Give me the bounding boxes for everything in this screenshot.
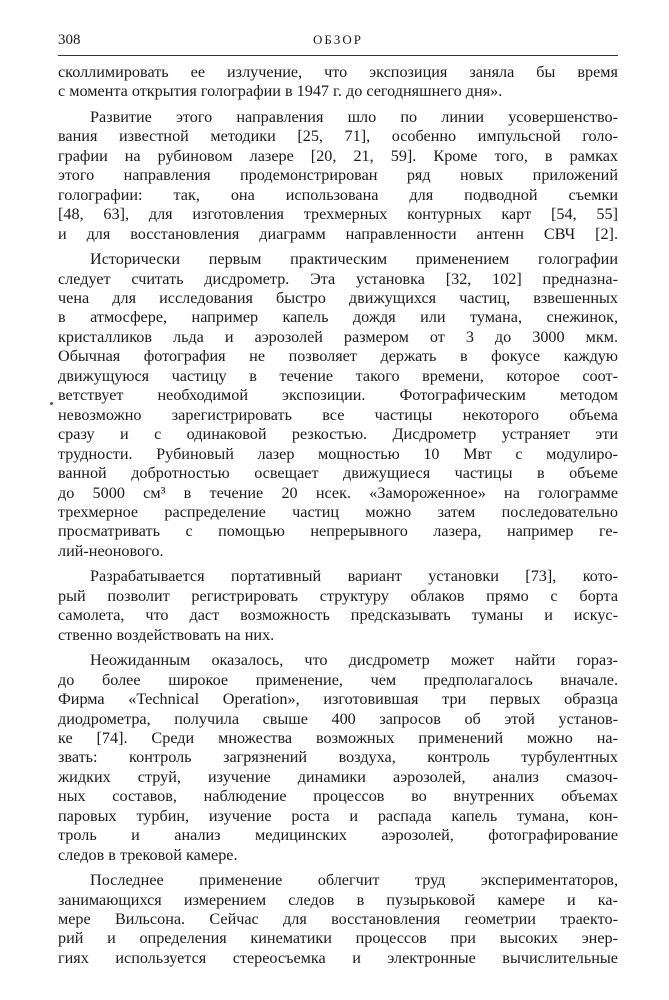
text-line: движущуюся частицу в течение такого времени, которое соот- [58, 366, 618, 385]
text-line: Обычная фотография не позволяет держать в фокусе каждую [58, 347, 618, 366]
text-line: паровых турбин, изучение роста и распада капель тумана, кон- [58, 806, 618, 825]
text-line: ветствует необходимой экспозиции. Фотографическим методом [58, 386, 618, 405]
text-line: ке [74]. Среди множества возможных применений можно на- [58, 728, 618, 747]
text-line: этого направления продемонстрирован ряд новых приложений [58, 166, 618, 185]
text-line: ственно воздействовать на них. [58, 625, 275, 644]
text-line: [48, 63], для изготовления трехмерных контурных карт [54, 55] [58, 205, 618, 224]
text-line: до более широкое применение, чем предполагалось вначале. [58, 670, 618, 689]
text-line: невозможно зарегистрировать все частицы некоторого объема [58, 405, 618, 424]
text-line: чена для исследования быстро движущихся частиц, взвешенных [58, 288, 618, 307]
text-line: занимающихся измерением следов в пузырьковой камере и ка- [58, 890, 618, 909]
paragraph-1 [58, 63, 618, 102]
running-title: ОБЗОР [313, 32, 363, 47]
text-line: Фирма «Technical Operation», изготовившая три первых образца [58, 690, 618, 709]
text-line: диодрометра, получила свыше 400 запросов об этой установ- [58, 709, 618, 728]
page-header [58, 32, 618, 54]
text-line: трудности. Рубиновый лазер мощностью 10 Мвт с модулиро- [58, 444, 618, 463]
text-line: звать: контроль загрязнений воздуха, контроль турбулентных [58, 748, 618, 767]
text-line: сразу и с одинаковой резкостью. Дисдрометр устраняет эти [58, 425, 618, 444]
text-line: Исторически первым практическим применением голографии [90, 250, 618, 269]
margin-speck [50, 402, 53, 405]
text-line: рий и определения кинематики процессов при высоких энер- [58, 929, 618, 948]
text-line: лий-неонового. [58, 541, 164, 560]
text-line: сколлимировать ее излучение, что экспозиция заняла бы время [58, 63, 618, 81]
text-line: вания известной методики [25, 71], особенно импульсной голо- [58, 127, 618, 146]
text-line: кристалликов льда и аэрозолей размером от 3 до 3000 мкм. [58, 327, 618, 346]
text-line: трехмерное распределение частиц можно затем последовательно [58, 502, 618, 521]
paragraph-3 [58, 250, 618, 561]
text-line: следует считать дисдрометр. Эта установка [32, 102] предназна- [58, 269, 618, 288]
text-line: Неожиданным оказалось, что дисдрометр может найти гораз- [90, 651, 618, 670]
paragraph-5 [58, 651, 618, 865]
text-line: ванной добротностью освещает движущиеся частицы в объеме [58, 464, 618, 483]
text-line: рый позволит регистрировать структуру облаков прямо с борта [58, 586, 618, 605]
text-line: Последнее применение облегчит труд экспериментаторов, [90, 871, 618, 890]
text-line: ных составов, наблюдение процессов во внутренних объемах [58, 787, 618, 806]
header-rule [58, 55, 618, 56]
text-line: с момента открытия голографии в 1947 г. до сегодняшнего дня». [58, 82, 503, 101]
paragraph-2 [58, 108, 618, 244]
text-line: мере Вильсона. Сейчас для восстановления геометрии траекто- [58, 910, 618, 929]
text-line: графии на рубиновом лазере [20, 21, 59]. Кроме того, в рамках [58, 146, 618, 165]
text-line: просматривать с помощью непрерывного лазера, например ге- [58, 522, 618, 541]
text-line: Разрабатывается портативный вариант установки [73], кото- [90, 567, 618, 586]
text-line: до 5000 см³ в течение 20 нсек. «Замороженное» на голограмме [58, 483, 618, 502]
text-line: и для восстановления диаграмм направленности антенн СВЧ [2]. [58, 224, 618, 243]
paragraph-6 [58, 871, 618, 968]
body-text [58, 63, 618, 968]
text-line: голографии: так, она использована для подводной съемки [58, 185, 618, 204]
text-line: троль и анализ медицинских аэрозолей, фотографирование [58, 826, 618, 845]
paragraph-4 [58, 567, 618, 645]
text-line: жидких струй, изучение динамики аэрозолей, анализ смазоч- [58, 767, 618, 786]
text-line: самолета, что даст возможность предсказывать туманы и искус- [58, 606, 618, 625]
text-line: следов в трековой камере. [58, 845, 238, 864]
page-number: 308 [58, 32, 81, 48]
text-line: в атмосфере, например капель дождя или тумана, снежинок, [58, 308, 618, 327]
text-line: Развитие этого направления шло по линии усовершенство- [90, 107, 618, 126]
text-line: гиях используется стереосъемка и электронные вычислительные [58, 948, 618, 967]
